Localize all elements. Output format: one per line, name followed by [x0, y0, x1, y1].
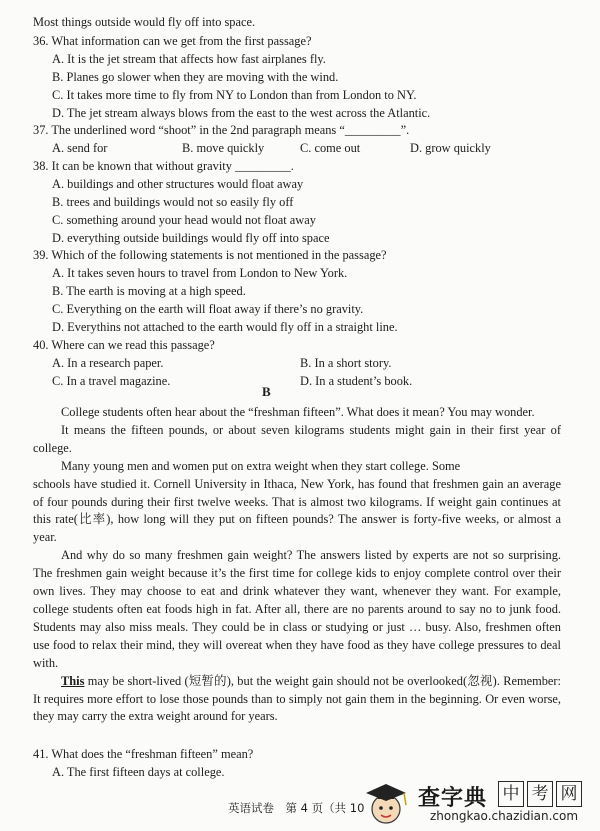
- continued-line: Most things outside would fly off into space.: [33, 15, 256, 29]
- site-watermark: [360, 779, 592, 827]
- watermark-url: zhongkao.chazidian.com: [430, 809, 579, 823]
- question-39-option-b: B. The earth is moving at a high speed.: [52, 284, 246, 298]
- question-40-option-d: D. In a student’s book.: [300, 374, 413, 388]
- passage-paragraph-3-cont: schools have studied it. Cornell University in Ithaca, New York, has found that freshmen gain an average of four pounds during their first twelve weeks. That is almost two kilograms. If weight gain continues at this rate(比率), how long will they put on fifteen pounds? The answer is forty-five weeks, or almost a year.: [33, 476, 561, 545]
- question-38-option-b: B. trees and buildings would not so easily fly off: [52, 195, 294, 209]
- passage-paragraph-2: It means the fifteen pounds, or about seven kilograms students might gain in their first year of college.: [33, 422, 561, 455]
- question-38-stem: 38. It can be known that without gravity _________.: [33, 159, 294, 173]
- question-37-stem: 37. The underlined word “shoot” in the 2nd paragraph means “_________”.: [33, 123, 410, 137]
- question-36-stem: 36. What information can we get from the first passage?: [33, 34, 312, 48]
- watermark-brand: 查字典: [418, 786, 488, 811]
- underlined-word-this: This: [61, 673, 85, 688]
- watermark-box-2: 考: [527, 781, 553, 807]
- question-39-option-d: D. Everythins not attached to the earth would fly off in a straight line.: [52, 320, 398, 334]
- question-40-option-a: A. In a research paper.: [52, 356, 164, 370]
- question-37-option-c: C. come out: [300, 141, 361, 155]
- question-36-option-a: A. It is the jet stream that affects how fast airplanes fly.: [52, 52, 326, 66]
- watermark-boxes: [498, 781, 582, 807]
- question-37-option-a: A. send for: [52, 141, 108, 155]
- passage-paragraph-1: College students often hear about the “freshman fifteen”. What does it mean? You may wonder.: [61, 405, 535, 419]
- question-39-option-a: A. It takes seven hours to travel from London to New York.: [52, 266, 348, 280]
- question-37-option-b: B. move quickly: [182, 141, 265, 155]
- passage-paragraph-4: And why do so many freshmen gain weight? The answers listed by experts are not so surprising. The freshmen gain weight because it’s the first time for college kids to enjoy complete control over their own lives. They may choose to eat and drink whatever they want, whenever they want. For example, college students often eat foods high in fat. After all, there are no parents around to say no to junk food. Students may also miss meals. They could be in class or studying or just … busy. Also, freshmen often use food to relax their mind, they will overeat when they have food as they have college pressures to deal with.: [33, 548, 561, 670]
- watermark-box-1: 中: [498, 781, 524, 807]
- question-40-option-b: B. In a short story.: [300, 356, 392, 370]
- question-39-option-c: C. Everything on the earth will float away if there’s no gravity.: [52, 302, 364, 316]
- question-36-option-b: B. Planes go slower when they are moving with the wind.: [52, 70, 339, 84]
- graduate-mascot-icon: [360, 779, 412, 827]
- question-38-option-a: A. buildings and other structures would float away: [52, 177, 304, 191]
- passage-paragraph-5: [33, 673, 561, 727]
- passage-paragraph-5-rest: may be short-lived (短暂的), but the weight gain should not be overlooked(忽视). Remember: It requires more effort to lose those pounds than to simply not gain them in the beginning. Or even worse, they may carry the extra weight around for years.: [33, 673, 561, 724]
- question-39-stem: 39. Which of the following statements is not mentioned in the passage?: [33, 248, 387, 262]
- question-36-option-d: D. The jet stream always blows from the east to the west across the Atlantic.: [52, 106, 431, 120]
- page-footer: 英语试卷 第 4 页（共 10: [228, 801, 365, 815]
- question-38-option-c: C. something around your head would not float away: [52, 213, 316, 227]
- question-41-option-a: A. The first fifteen days at college.: [52, 765, 225, 779]
- question-36-option-c: C. It takes more time to fly from NY to London than from London to NY.: [52, 88, 417, 102]
- question-40-stem: 40. Where can we read this passage?: [33, 338, 215, 352]
- passage-paragraph-3-start: Many young men and women put on extra weight when they start college. Some: [61, 458, 461, 473]
- question-37-option-d: D. grow quickly: [410, 141, 491, 155]
- watermark-box-3: 网: [556, 781, 582, 807]
- question-41-stem: 41. What does the “freshman fifteen” mean?: [33, 747, 254, 761]
- question-40-option-c: C. In a travel magazine.: [52, 374, 171, 388]
- passage-b: [33, 404, 561, 726]
- section-b-title: B: [262, 384, 271, 399]
- question-38-option-d: D. everything outside buildings would fly off into space: [52, 231, 330, 245]
